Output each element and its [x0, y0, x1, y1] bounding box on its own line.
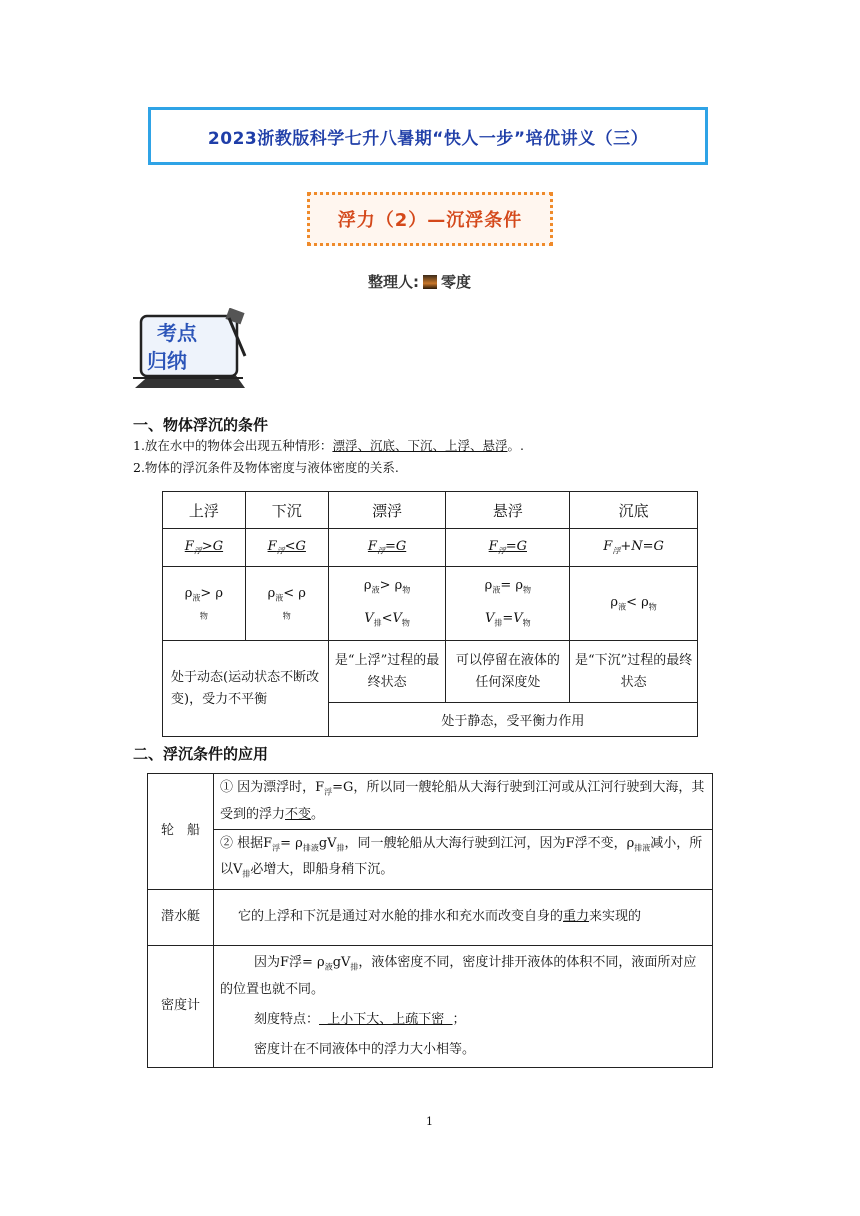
hydro-line2: 刻度特点： 上小下大、上疏下密 ；	[254, 1011, 466, 1027]
header-cell: 漂浮	[328, 492, 446, 529]
topic-title: 浮力（2）—沉浮条件	[307, 192, 553, 246]
table-row	[148, 945, 713, 1067]
compiler-name: 零度	[441, 273, 472, 291]
state-cell: 可以停留在液体的任何深度处	[446, 641, 570, 703]
state-cell: 是“上浮”过程的最终状态	[328, 641, 446, 703]
compiler-label: 整理人:	[368, 273, 419, 291]
submarine-label: 潜水艇	[148, 889, 214, 945]
hydro-line1: 因为F浮= $\rho_液gV_排$，液体密度不同，密度计排开液体的体积不同，液面所对应的位置也就不同。	[220, 954, 697, 997]
density-cell: $\rho_液< \rho$ $_物$	[245, 567, 328, 641]
badge-line1: 考点	[157, 321, 197, 345]
table-row	[163, 641, 698, 703]
ship-text-2: ② 根据$F_浮= \rho_{排液}gV_排$，同一艘轮船从大海行驶到江河，因为F浮不变，$\rho_{排液}$减小，所以$V_排$必增大，即船身稍下沉。	[214, 829, 713, 889]
compiler-avatar-icon	[423, 275, 437, 289]
hydro-line3: 密度计在不同液体中的浮力大小相等。	[254, 1041, 476, 1057]
page-number: 1	[426, 1115, 433, 1128]
document-title: 2023浙教版科学七升八暑期“快人一步”培优讲义（三）	[148, 107, 708, 165]
force-cell: $F_浮=G$	[446, 529, 570, 567]
density-cell: $\rho_液> \rho_物$ $V_排<V_物$	[328, 567, 446, 641]
item1-answer: 漂浮、沉底、下沉、上浮、悬浮	[332, 438, 508, 453]
section1-item2: 2.物体的浮沉条件及物体密度与液体密度的关系.	[133, 460, 399, 475]
header-cell: 沉底	[570, 492, 698, 529]
force-cell: $F_浮=G$	[328, 529, 446, 567]
density-cell: $\rho_液< \rho_物$	[570, 567, 698, 641]
table-row	[163, 492, 698, 529]
table-row	[148, 829, 713, 889]
density-cell: $\rho_液> \rho$ $_物$	[163, 567, 246, 641]
key-points-badge	[133, 308, 249, 392]
hydrometer-text	[214, 945, 713, 1067]
ship-text-1: ① 因为漂浮时，$F_浮=G$，所以同一艘轮船从大海行驶到江河或从江河行驶到大海，其受到的浮力不变。	[214, 774, 713, 830]
force-cell: $F_浮+N=G$	[570, 529, 698, 567]
force-cell: $F_浮<G$	[245, 529, 328, 567]
header-cell: 悬浮	[446, 492, 570, 529]
force-cell: $F_浮>G$	[163, 529, 246, 567]
table-row	[148, 774, 713, 830]
float-conditions-table	[162, 491, 698, 737]
badge-graphic	[133, 308, 249, 392]
submarine-text: 它的上浮和下沉是通过对水舱的排水和充水而改变自身的重力来实现的	[214, 889, 713, 945]
density-cell: $\rho_液= \rho_物$ $V_排=V_物$	[446, 567, 570, 641]
table-row	[163, 529, 698, 567]
section1-item1	[133, 436, 524, 454]
badge-line2: 归纳	[147, 349, 187, 373]
item1-suffix: 。.	[507, 438, 524, 453]
compiler-line	[368, 271, 471, 292]
section1-heading: 一、物体浮沉的条件	[133, 416, 269, 434]
table-row	[148, 889, 713, 945]
state-cell: 是“下沉”过程的最终状态	[570, 641, 698, 703]
section2-heading: 二、浮沉条件的应用	[133, 745, 269, 763]
item1-prefix: 1.放在水中的物体会出现五种情形：	[133, 438, 333, 453]
ship-label: 轮 船	[148, 774, 214, 890]
table-row	[163, 567, 698, 641]
hydrometer-label: 密度计	[148, 945, 214, 1067]
state-static-cell: 处于静态，受平衡力作用	[328, 703, 697, 737]
header-cell: 上浮	[163, 492, 246, 529]
header-cell: 下沉	[245, 492, 328, 529]
state-dynamic-cell: 处于动态(运动状态不断改变)，受力不平衡	[163, 641, 329, 737]
applications-table	[147, 773, 713, 1068]
